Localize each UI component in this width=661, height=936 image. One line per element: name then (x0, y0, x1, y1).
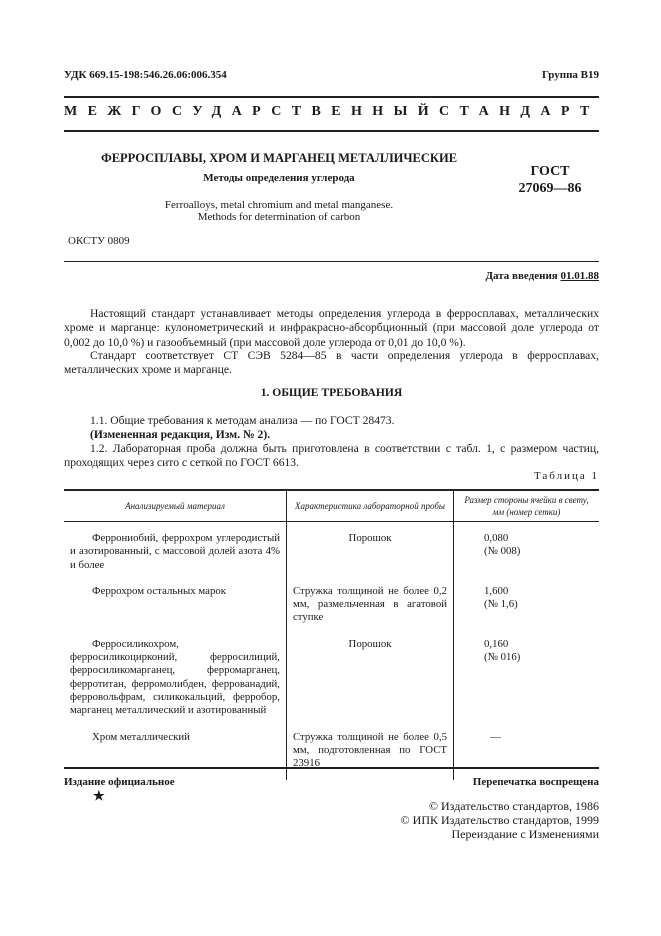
star-mark: ★ (93, 788, 105, 803)
clause-1-2: 1.2. Лабораторная проба должна быть приготовлена в соответствии с табл. 1, с размером частиц, проходящих через сито с сеткой по ГОСТ 6613. (64, 442, 599, 470)
table-row (64, 522, 599, 582)
footer-rule (64, 767, 599, 769)
cell-material: Феррохром остальных марок (92, 584, 227, 597)
gost-label: ГОСТ (530, 164, 570, 179)
intro-paragraph-1: Настоящий стандарт устанавливает методы определения углерода в ферросплавах, металлических хроме и марганце: кулонометрический и инфракрасно-абсорбционный (при массовой доле углерода от 0,002 до 10,0 %) и газообъемный (при массовой доле углерода от 0,01 до 10,0 %). (64, 307, 599, 349)
english-title-line1: Ferroalloys, metal chromium and metal manganese. (164, 199, 394, 211)
cell-material: Ферросиликохром, ферросиликоцирконий, ферросилиций, ферросиликомарганец, ферромарганец, ферротитан, ферромолибден, феррованадий, ферровольфрам, силикокальций, ферробор, марганец металлический и азотированный (70, 637, 280, 717)
cell-sample: Порошок (287, 635, 454, 728)
sieve-table (64, 489, 599, 780)
header-mesh-size: Размер стороны ячейки в свету, мм (номер сетки) (454, 490, 600, 522)
gost-number: 27069—86 (518, 181, 582, 196)
cell-mesh-size (454, 635, 600, 728)
standard-banner (64, 104, 599, 120)
mesh-number: (№ 1,6) (484, 598, 518, 611)
clause-1-1-note: (Измененная редакция, Изм. № 2). (90, 428, 271, 441)
okstu-code: ОКСТУ 0809 (68, 235, 130, 247)
reprint-prohibited: Перепечатка воспрещена (472, 776, 599, 788)
header-material: Анализируемый материал (64, 490, 287, 522)
group-code: Группа В19 (541, 69, 599, 81)
cell-sample: Стружка толщиной не более 0,2 мм, размельченная в агатовой ступке (287, 582, 454, 635)
mesh-size-value: 1,600 (484, 584, 509, 597)
document-subtitle: Методы определения углерода (203, 172, 355, 184)
table-label: Таблица 1 (533, 470, 599, 482)
table-row (64, 728, 599, 781)
standard-word-standard: СТАНДАРТ (439, 104, 600, 119)
title-rule (64, 261, 599, 262)
cell-material: Феррониобий, феррохром углеродистый и азотированный, с массовой долей азота 4% и более (70, 532, 280, 571)
table-row (64, 635, 599, 728)
cell-sample: Стружка толщиной не более 0,5 мм, подготовленная по ГОСТ 23916 (287, 728, 454, 781)
mesh-number: (№ 016) (484, 651, 521, 664)
header-sample: Характеристика лабораторной пробы (287, 490, 454, 522)
udk-code: УДК 669.15-198:546.26.06:006.354 (64, 69, 227, 81)
mesh-number: (№ 008) (484, 545, 521, 558)
section-1-title: 1. ОБЩИЕ ТРЕБОВАНИЯ (260, 386, 403, 399)
header-rule-top (64, 96, 599, 98)
english-title-line2: Methods for determination of carbon (197, 211, 361, 223)
document-title: ФЕРРОСПЛАВЫ, ХРОМ И МАРГАНЕЦ МЕТАЛЛИЧЕСКИЕ (100, 151, 458, 165)
introduction-date-label: Дата введения (485, 270, 558, 282)
table-header-row (64, 490, 599, 522)
introduction-date (485, 270, 599, 282)
official-edition: Издание официальное (64, 776, 175, 788)
header-rule-bottom (64, 130, 599, 132)
table-row (64, 582, 599, 635)
cell-material: Хром металлический (92, 730, 190, 743)
introduction-date-value: 01.01.88 (560, 270, 599, 282)
copyright-1999: © ИПК Издательство стандартов, 1999 (400, 813, 599, 827)
standard-word-interstate: МЕЖГОСУДАРСТВЕННЫЙ (64, 104, 440, 119)
copyright-1986: © Издательство стандартов, 1986 (428, 799, 599, 813)
reissue-note: Переиздание с Изменениями (451, 827, 599, 841)
cell-sample: Порошок (287, 522, 454, 582)
mesh-size-value: 0,080 (484, 532, 509, 544)
mesh-size-value: 0,160 (484, 637, 509, 650)
cell-mesh-size (454, 582, 600, 635)
intro-paragraph-2: Стандарт соответствует СТ СЭВ 5284—85 в части определения углерода в ферросплавах, металлических хроме и марганце. (64, 349, 599, 377)
clause-1-1: 1.1. Общие требования к методам анализа — по ГОСТ 28473. (90, 414, 395, 427)
mesh-size-value: — (490, 730, 501, 743)
cell-mesh-size (454, 728, 600, 781)
cell-mesh-size (454, 522, 600, 582)
